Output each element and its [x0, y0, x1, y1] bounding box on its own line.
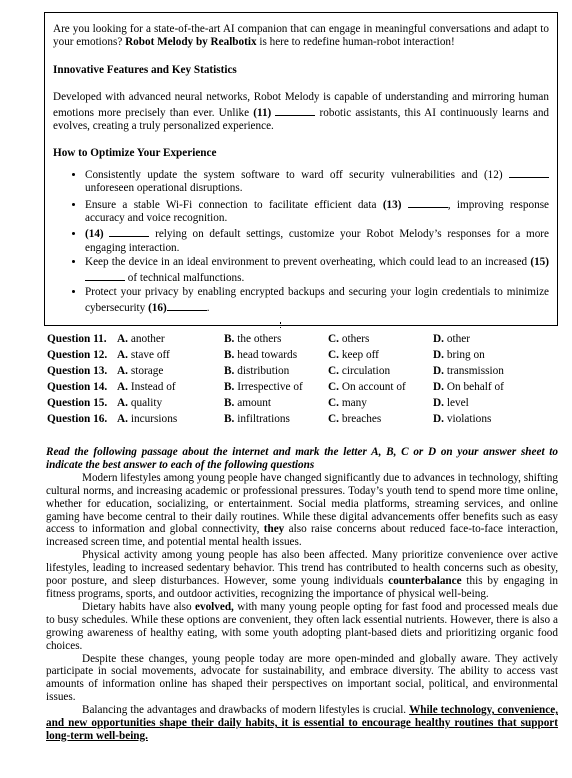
tip-item: [85, 167, 549, 196]
passage-paragraph-4: Despite these changes, young people today are more open-minded and globally aware. They actively participate in social movements, advocate for sustainability, and embrace diversity. The ability to access vast amounts of information online has shaped their perspectives on important social, political, and environmental issues.: [46, 652, 558, 704]
option-c[interactable]: [328, 411, 381, 427]
blank-number-11: (11): [253, 106, 272, 119]
tip-item: [85, 286, 549, 315]
option-text: On account of: [341, 381, 406, 393]
paragraph-text: Physical activity among young people has also been affected. Many prioritize convenience over active lifestyles, leading to increased sedentary behavior. This trend has contributed to health concerns such as obesity, poor posture, and sleep disturbances. However, some young individuals: [46, 549, 558, 588]
option-text: another: [130, 333, 165, 345]
section-heading-features: Innovative Features and Key Statistics: [53, 63, 237, 76]
option-text: stave off: [130, 349, 170, 361]
passage-paragraph-3: [46, 601, 558, 653]
option-text: incursions: [130, 413, 178, 425]
features-paragraph: [53, 91, 549, 133]
option-b[interactable]: [224, 347, 297, 363]
question-row: [44, 379, 558, 395]
option-letter: D.: [433, 413, 444, 425]
option-c[interactable]: [328, 331, 369, 347]
highlighted-word-counterbalance: counterbalance: [388, 575, 462, 588]
option-a[interactable]: [117, 411, 177, 427]
question-number: Question 12.: [47, 349, 108, 361]
blank-11: [275, 105, 315, 116]
option-d[interactable]: [433, 395, 469, 411]
option-letter: B.: [224, 381, 235, 393]
option-letter: B.: [224, 333, 235, 345]
blank-14: [109, 226, 149, 237]
blank-number-15: (15): [530, 256, 549, 269]
divider-mark: [280, 322, 281, 328]
tip-text-end: of technical malfunctions.: [125, 271, 245, 284]
option-text: amount: [237, 397, 272, 409]
question-row: [44, 331, 558, 347]
tip-text-end: unforeseen operational disruptions.: [85, 182, 243, 195]
tip-text: Ensure a stable Wi-Fi connection to facilitate efficient data: [85, 198, 383, 211]
option-a[interactable]: [117, 363, 163, 379]
cloze-text-box: [44, 12, 558, 326]
paragraph-text-end: this by engaging in fitness programs, sports, and outdoor activities, recognizing the importance of physical well-being.: [46, 575, 558, 600]
tip-text: Consistently update the system software to ward off security vulnerabilities and (12): [85, 168, 509, 181]
option-letter: B.: [224, 349, 235, 361]
blank-number-16: (16): [148, 301, 167, 314]
option-text: many: [341, 397, 367, 409]
option-letter: C.: [328, 333, 339, 345]
option-text: level: [446, 397, 469, 409]
question-number: Question 15.: [47, 397, 108, 409]
question-number: Question 16.: [47, 413, 108, 425]
option-c[interactable]: [328, 363, 390, 379]
paragraph-text-end: also raise concerns about reduced face-to-face interaction, increased screen time, and potential mental health issues.: [46, 523, 559, 549]
tip-item: [85, 197, 549, 226]
option-a[interactable]: [117, 347, 170, 363]
option-text: other: [446, 333, 471, 345]
option-letter: A.: [117, 333, 128, 345]
option-b[interactable]: [224, 363, 289, 379]
tip-text-end: , improving response accuracy and voice recognition.: [85, 198, 550, 225]
section-heading-optimize: How to Optimize Your Experience: [53, 147, 217, 160]
option-text: Irrespective of: [237, 381, 303, 393]
option-letter: C.: [328, 349, 339, 361]
option-letter: D.: [433, 349, 444, 361]
option-letter: A.: [117, 349, 128, 361]
option-letter: D.: [433, 365, 444, 377]
passage-paragraph-5: [46, 704, 558, 743]
paragraph-text: Balancing the advantages and drawbacks of modern lifestyles is crucial.: [82, 704, 410, 717]
tip-text: Protect your privacy by enabling encrypted backups and securing your login credentials to minimize cybersecurity: [85, 286, 549, 314]
highlighted-word-evolved: evolved,: [195, 600, 234, 613]
question-number: Question 14.: [47, 381, 108, 393]
option-letter: C.: [328, 397, 339, 409]
tip-item: [85, 256, 549, 285]
question-row: [44, 395, 558, 411]
option-c[interactable]: [328, 347, 379, 363]
option-c[interactable]: [328, 379, 406, 395]
tip-text: Keep the device in an ideal environment to prevent overheating, which could lead to an increased: [85, 256, 531, 269]
question-number: Question 13.: [47, 365, 108, 377]
option-text: circulation: [341, 365, 391, 377]
option-b[interactable]: [224, 379, 303, 395]
option-b[interactable]: [224, 411, 290, 427]
underlined-sentence: While technology, convenience, and new opportunities shape their daily habits, it is essential to encourage healthy routines that support long-term well-being.: [46, 704, 558, 742]
option-text: On behalf of: [446, 381, 504, 393]
tip-text-end: .: [206, 301, 210, 314]
paragraph-text: Dietary habits have also: [82, 600, 196, 613]
question-row: [44, 363, 558, 379]
passage-paragraph-1: [46, 472, 558, 549]
option-letter: D.: [433, 397, 444, 409]
paragraph-text-end: with many young people opting for fast food and processed meals due to busy schedules. While these options are convenient, they often lack essential nutrients. However, there is also a growing awareness of healthy eating, with some youth adopting plant-based diets and prioritizing organic food choices.: [46, 600, 558, 652]
blank-number-14: (14): [85, 228, 104, 241]
product-name: Robot Melody by Realbotix: [125, 36, 257, 49]
option-text: keep off: [341, 349, 379, 361]
option-letter: D.: [433, 381, 444, 393]
question-number: Question 11.: [47, 333, 107, 345]
option-text: distribution: [237, 365, 290, 377]
blank-13: [408, 197, 448, 208]
option-text: Instead of: [130, 381, 176, 393]
option-letter: C.: [328, 413, 339, 425]
option-letter: B.: [224, 397, 235, 409]
option-text: infiltrations: [237, 413, 290, 425]
tips-list: [53, 167, 549, 315]
blank-16: [167, 300, 207, 311]
option-a[interactable]: [117, 331, 165, 347]
option-d[interactable]: [433, 331, 470, 347]
option-b[interactable]: [224, 395, 271, 411]
option-letter: A.: [117, 397, 128, 409]
intro-text-end: is here to redefine human-robot interaction!: [256, 36, 455, 49]
option-text: breaches: [341, 413, 382, 425]
option-text: the others: [237, 333, 282, 345]
features-text-end: robotic assistants, this AI continuously learns and evolves, creating a truly personalized experience.: [53, 106, 550, 133]
option-letter: B.: [224, 365, 235, 377]
option-d[interactable]: [433, 411, 491, 427]
blank-12: [509, 167, 549, 178]
option-text: transmission: [446, 365, 504, 377]
option-letter: D.: [433, 333, 444, 345]
tip-text-end: relying on default settings, customize your Robot Melody’s responses for a more engaging interaction.: [85, 228, 549, 254]
passage-instruction: Read the following passage about the internet and mark the letter A, B, C or D on your answer sheet to indicate the best answer to each of the following questions: [46, 446, 558, 471]
option-c[interactable]: [328, 395, 367, 411]
question-row: [44, 411, 558, 427]
features-text: Developed with advanced neural networks, Robot Melody is capable of understanding and mirroring human emotions more precisely than ever. Unlike: [53, 91, 549, 119]
option-text: head towards: [237, 349, 298, 361]
option-text: storage: [130, 365, 164, 377]
highlighted-word-they: they: [263, 523, 285, 536]
option-letter: A.: [117, 381, 128, 393]
option-d[interactable]: [433, 363, 504, 379]
question-table: [44, 331, 558, 427]
option-text: violations: [446, 413, 492, 425]
blank-number-13: (13): [382, 198, 402, 211]
option-a[interactable]: [117, 395, 162, 411]
option-text: others: [341, 333, 370, 345]
option-d[interactable]: [433, 379, 504, 395]
passage-paragraph-2: [46, 549, 558, 601]
intro-text: Are you looking for a state-of-the-art AI companion that can engage in meaningful conversations and adapt to your emotions?: [53, 23, 549, 49]
option-d[interactable]: [433, 347, 485, 363]
question-row: [44, 347, 558, 363]
option-text: quality: [130, 397, 163, 409]
option-letter: C.: [328, 381, 339, 393]
paragraph-text: Modern lifestyles among young people have changed significantly due to advances in technology, shifting cultural norms, and increasing academic or professional pressures. Today’s youth tend to spend more time online, whether for education, socializing, or entertainment. Social media platforms, streaming services, and online gaming have become central to their daily routines. While these digital advancements offer benefits such as easy access to information and global connectivity,: [46, 471, 558, 536]
option-letter: C.: [328, 365, 339, 377]
tip-item: [85, 226, 549, 255]
blank-15: [85, 270, 125, 281]
option-a[interactable]: [117, 379, 176, 395]
option-letter: A.: [117, 413, 128, 425]
intro-paragraph: [53, 23, 549, 50]
option-b[interactable]: [224, 331, 281, 347]
reading-passage: [46, 446, 558, 743]
option-letter: B.: [224, 413, 235, 425]
option-text: bring on: [446, 349, 485, 361]
option-letter: A.: [117, 365, 128, 377]
